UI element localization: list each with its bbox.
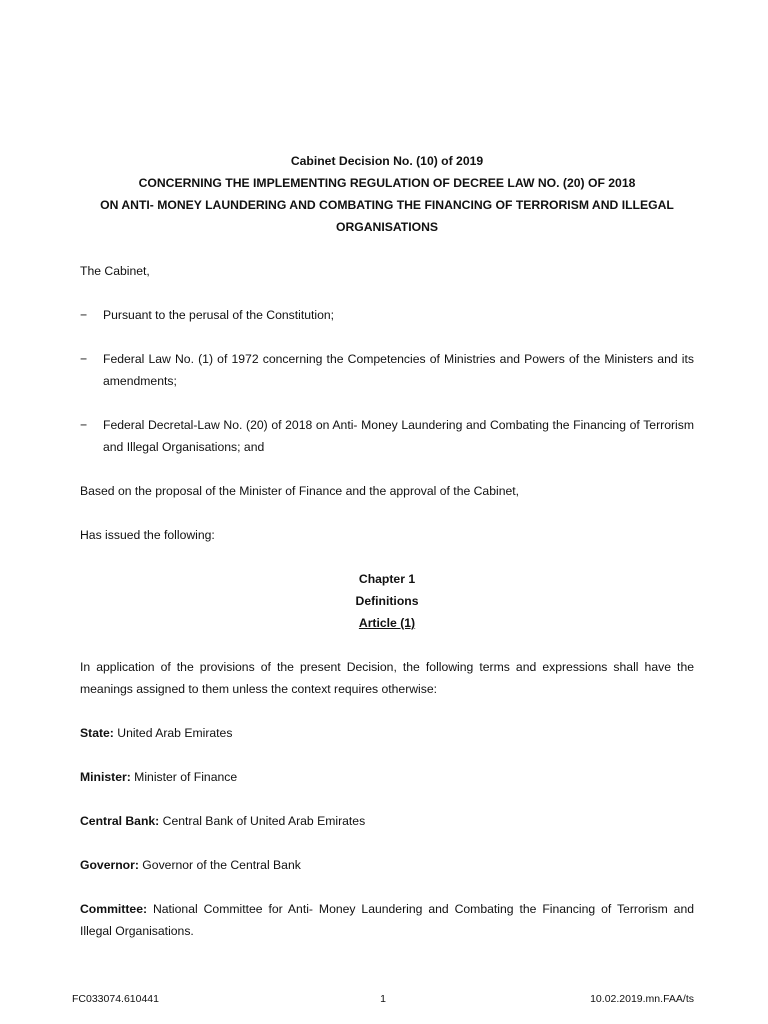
preamble-item (80, 304, 694, 326)
definition-item (80, 722, 694, 744)
chapter-subtitle: Definitions (355, 594, 419, 608)
definition-meaning: United Arab Emirates (113, 726, 233, 740)
definition-meaning: National Committee for Anti- Money Laundering and Combating the Financing of Terrorism and Illegal Organisations. (80, 902, 694, 938)
definition-term: Committee: (80, 902, 148, 916)
definition-item (80, 810, 694, 832)
definition-term: State: (80, 726, 114, 740)
definitions-intro: In application of the provisions of the present Decision, the following terms and expressions shall have the meanings assigned to them unless the context requires otherwise: (80, 660, 694, 696)
preamble-item-text: Pursuant to the perusal of the Constitution; (103, 308, 335, 322)
page-footer (72, 993, 694, 1007)
decision-subject-line-1: CONCERNING THE IMPLEMENTING REGULATION OF DECREE LAW NO. (20) OF 2018 (138, 176, 636, 190)
document-content (80, 150, 694, 964)
definition-meaning: Minister of Finance (130, 770, 238, 784)
decision-subject-line-2: ON ANTI- MONEY LAUNDERING AND COMBATING THE FINANCING OF TERRORISM AND ILLEGAL (100, 198, 674, 212)
decision-subject-line-3: ORGANISATIONS (335, 220, 439, 234)
preamble-item-text: Federal Law No. (1) of 1972 concerning the Competencies of Ministries and Powers of the Ministers and its amendments; (103, 352, 694, 388)
chapter-title: Chapter 1 (358, 572, 416, 586)
cabinet-intro: The Cabinet, (80, 264, 150, 278)
definition-meaning: Central Bank of United Arab Emirates (159, 814, 366, 828)
decision-title: Cabinet Decision No. (10) of 2019 (290, 154, 484, 168)
preamble-item (80, 414, 694, 458)
article-title: Article (1) (358, 616, 416, 630)
definition-item (80, 766, 694, 788)
definition-term: Central Bank: (80, 814, 160, 828)
chapter-heading (80, 568, 694, 634)
proposal-paragraph: Based on the proposal of the Minister of Finance and the approval of the Cabinet, (80, 484, 520, 498)
definition-term: Minister: (80, 770, 131, 784)
dash-marker: − (80, 308, 88, 322)
footer-date-code: 10.02.2019.mn.FAA/ts (590, 993, 694, 1005)
issued-paragraph: Has issued the following: (80, 528, 215, 542)
preamble-item-text: Federal Decretal-Law No. (20) of 2018 on Anti- Money Laundering and Combating the Financing of Terrorism and Illegal Organisations; and (103, 418, 694, 454)
page-number: 1 (380, 993, 386, 1005)
dash-marker: − (80, 352, 88, 366)
footer-reference-code: FC033074.610441 (72, 993, 159, 1005)
definition-item (80, 898, 694, 942)
document-heading (80, 150, 694, 238)
dash-marker: − (80, 418, 88, 432)
definition-item (80, 854, 694, 876)
preamble-item (80, 348, 694, 392)
definition-term: Governor: (80, 858, 139, 872)
definition-meaning: Governor of the Central Bank (138, 858, 301, 872)
